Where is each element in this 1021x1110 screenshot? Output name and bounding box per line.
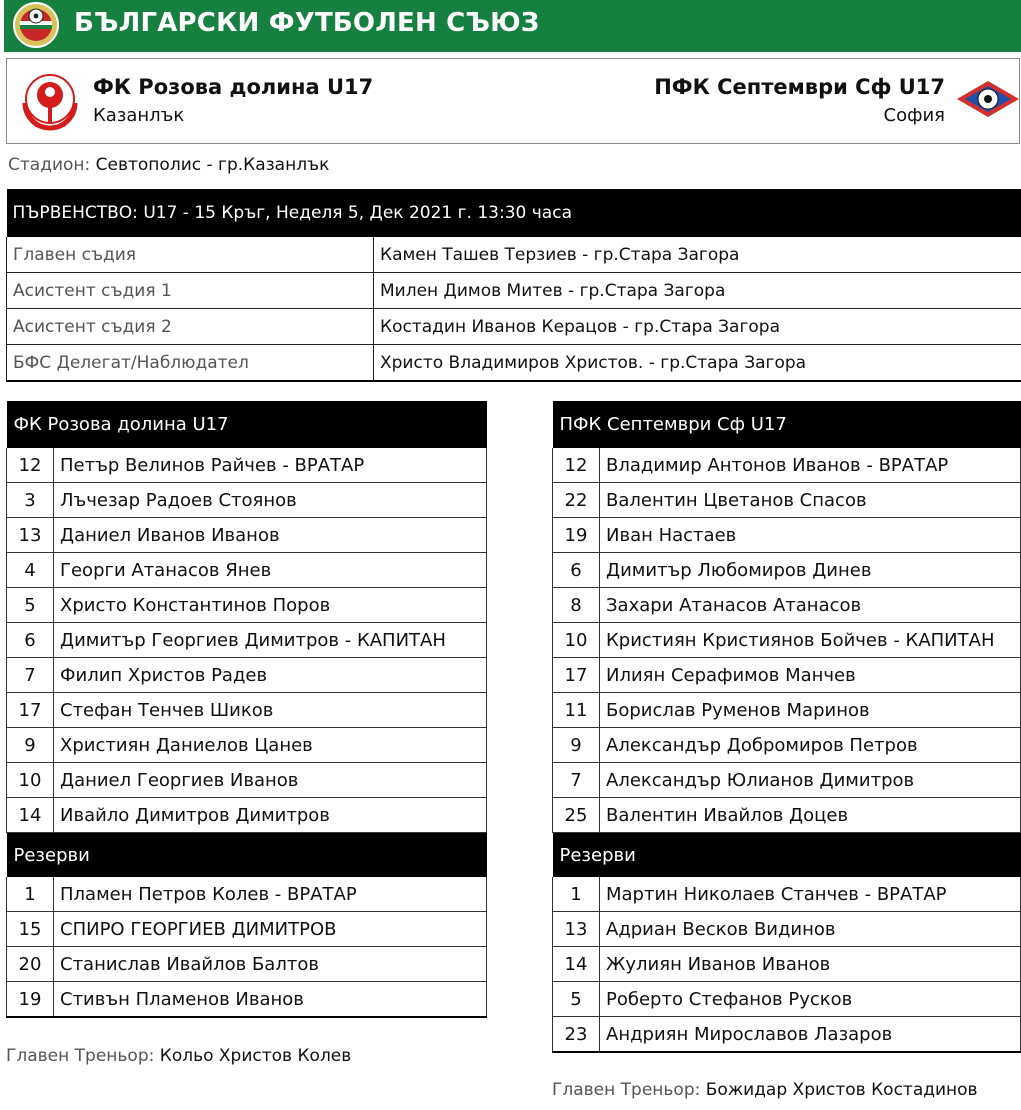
player-number: 10 <box>553 623 600 658</box>
player-row <box>553 1017 1021 1053</box>
player-row <box>553 947 1021 982</box>
player-name: Кристиян Кристиянов Бойчев - КАПИТАН <box>600 623 1021 658</box>
player-number: 20 <box>7 947 54 982</box>
player-name: Захари Атанасов Атанасов <box>600 588 1021 623</box>
federation-title: БЪЛГАРСКИ ФУТБОЛЕН СЪЮЗ <box>74 8 540 38</box>
player-row <box>7 728 487 763</box>
player-name: Роберто Стефанов Русков <box>600 982 1021 1017</box>
player-number: 1 <box>7 877 54 912</box>
competition-row <box>7 189 1021 237</box>
officials-table <box>6 189 1021 382</box>
player-number: 19 <box>553 518 600 553</box>
home-reserves <box>7 877 487 1017</box>
home-reserves-header <box>7 833 487 878</box>
player-number: 4 <box>7 553 54 588</box>
player-number: 19 <box>7 982 54 1018</box>
player-row <box>553 553 1021 588</box>
player-number: 9 <box>553 728 600 763</box>
away-reserves-label: Резерви <box>553 833 1021 878</box>
competition-cell <box>7 189 1021 237</box>
player-name: Валентин Цветанов Спасов <box>600 483 1021 518</box>
player-number: 17 <box>553 658 600 693</box>
official-row <box>7 345 1021 382</box>
player-number: 7 <box>553 763 600 798</box>
home-starters <box>7 448 487 833</box>
player-name: Мартин Николаев Станчев - ВРАТАР <box>600 877 1021 912</box>
player-name: Петър Велинов Райчев - ВРАТАР <box>54 448 487 483</box>
stadium-value: Севтополис - гр.Казанлък <box>95 155 330 175</box>
player-number: 7 <box>7 658 54 693</box>
player-name: Лъчезар Радоев Стоянов <box>54 483 487 518</box>
player-row <box>7 798 487 833</box>
player-number: 25 <box>553 798 600 833</box>
player-name: Илиян Серафимов Манчев <box>600 658 1021 693</box>
away-coach-label: Главен Треньор: <box>552 1080 701 1100</box>
home-team-city: Казанлък <box>93 105 185 126</box>
player-number: 3 <box>7 483 54 518</box>
player-row <box>7 947 487 982</box>
official-name: Милен Димов Митев - гр.Стара Загора <box>374 273 1021 309</box>
player-number: 12 <box>7 448 54 483</box>
player-number: 1 <box>553 877 600 912</box>
player-number: 23 <box>553 1017 600 1053</box>
player-row <box>553 912 1021 947</box>
away-lineup-team: ПФК Септември Сф U17 <box>553 401 1021 448</box>
player-number: 14 <box>553 947 600 982</box>
official-role: БФС Делегат/Наблюдател <box>7 345 374 382</box>
player-number: 10 <box>7 763 54 798</box>
away-team-city: София <box>883 105 945 126</box>
player-row <box>7 658 487 693</box>
away-reserves <box>553 877 1021 1052</box>
away-starters <box>553 448 1021 833</box>
home-reserves-label: Резерви <box>7 833 487 878</box>
player-name: Даниел Иванов Иванов <box>54 518 487 553</box>
player-row <box>7 483 487 518</box>
player-number: 15 <box>7 912 54 947</box>
player-number: 11 <box>553 693 600 728</box>
competition-value: U17 - 15 Кръг, Неделя 5, Дек 2021 г. 13:30 часа <box>143 203 572 223</box>
player-name: Пламен Петров Колев - ВРАТАР <box>54 877 487 912</box>
player-number: 8 <box>553 588 600 623</box>
player-row <box>553 728 1021 763</box>
player-row <box>553 483 1021 518</box>
player-name: Жулиян Иванов Иванов <box>600 947 1021 982</box>
player-row <box>553 623 1021 658</box>
player-name: Георги Атанасов Янев <box>54 553 487 588</box>
player-row <box>7 553 487 588</box>
player-row <box>7 623 487 658</box>
official-row <box>7 309 1021 345</box>
player-name: Андриян Мирославов Лазаров <box>600 1017 1021 1053</box>
stadium-label: Стадион: <box>8 155 91 175</box>
player-number: 9 <box>7 728 54 763</box>
player-row <box>553 658 1021 693</box>
player-number: 14 <box>7 798 54 833</box>
official-role: Асистент съдия 1 <box>7 273 374 309</box>
player-name: Владимир Антонов Иванов - ВРАТАР <box>600 448 1021 483</box>
player-name: Димитър Георгиев Димитров - КАПИТАН <box>54 623 487 658</box>
rozova-dolina-logo-icon <box>19 65 81 135</box>
player-row <box>7 518 487 553</box>
player-row <box>553 798 1021 833</box>
home-lineup-header <box>7 401 487 448</box>
player-name: Александър Добромиров Петров <box>600 728 1021 763</box>
official-row <box>7 237 1021 273</box>
player-name: Борислав Руменов Маринов <box>600 693 1021 728</box>
player-row <box>553 588 1021 623</box>
player-row <box>553 982 1021 1017</box>
septemvri-logo-icon <box>955 79 1021 119</box>
player-number: 13 <box>553 912 600 947</box>
away-lineup-header <box>553 401 1021 448</box>
player-number: 17 <box>7 693 54 728</box>
player-row <box>7 912 487 947</box>
player-row <box>553 877 1021 912</box>
header-bar <box>4 0 1021 52</box>
player-name: Христо Константинов Поров <box>54 588 487 623</box>
home-coach-name: Кольо Христов Колев <box>159 1046 352 1066</box>
player-row <box>7 982 487 1018</box>
player-row <box>7 693 487 728</box>
home-lineup-team: ФК Розова долина U17 <box>7 401 487 448</box>
player-name: Адриан Весков Видинов <box>600 912 1021 947</box>
player-name: Стефан Тенчев Шиков <box>54 693 487 728</box>
away-reserves-header <box>553 833 1021 878</box>
player-number: 6 <box>7 623 54 658</box>
home-coach-label: Главен Треньор: <box>6 1046 155 1066</box>
player-name: Александър Юлианов Димитров <box>600 763 1021 798</box>
player-number: 22 <box>553 483 600 518</box>
player-name: Димитър Любомиров Динев <box>600 553 1021 588</box>
competition-label: ПЪРВЕНСТВО: <box>12 203 138 223</box>
player-row <box>553 448 1021 483</box>
away-coach-name: Божидар Христов Костадинов <box>705 1080 978 1100</box>
player-row <box>7 763 487 798</box>
official-row <box>7 273 1021 309</box>
player-number: 6 <box>553 553 600 588</box>
player-name: Стивън Пламенов Иванов <box>54 982 487 1018</box>
player-name: СПИРО ГЕОРГИЕВ ДИМИТРОВ <box>54 912 487 947</box>
player-row <box>7 448 487 483</box>
player-row <box>7 877 487 912</box>
player-name: Ивайло Димитров Димитров <box>54 798 487 833</box>
player-row <box>7 588 487 623</box>
player-name: Станислав Ивайлов Балтов <box>54 947 487 982</box>
bfs-logo-icon <box>9 1 63 49</box>
match-header <box>6 58 1020 144</box>
player-name: Валентин Ивайлов Доцев <box>600 798 1021 833</box>
home-coach <box>6 1046 351 1066</box>
player-name: Филип Христов Радев <box>54 658 487 693</box>
player-number: 5 <box>553 982 600 1017</box>
official-role: Асистент съдия 2 <box>7 309 374 345</box>
player-number: 5 <box>7 588 54 623</box>
player-number: 13 <box>7 518 54 553</box>
official-name: Костадин Иванов Керацов - гр.Стара Загора <box>374 309 1021 345</box>
home-team-name: ФК Розова долина U17 <box>93 75 374 99</box>
player-row <box>553 518 1021 553</box>
player-row <box>553 763 1021 798</box>
player-name: Иван Настаев <box>600 518 1021 553</box>
player-name: Християн Даниелов Цанев <box>54 728 487 763</box>
official-name: Камен Ташев Терзиев - гр.Стара Загора <box>374 237 1021 273</box>
player-number: 12 <box>553 448 600 483</box>
home-lineup-table <box>6 401 487 1018</box>
player-name: Даниел Георгиев Иванов <box>54 763 487 798</box>
official-role: Главен съдия <box>7 237 374 273</box>
away-team-name: ПФК Септември Сф U17 <box>654 75 945 99</box>
stadium-line <box>8 155 329 175</box>
away-coach <box>552 1080 978 1100</box>
player-row <box>553 693 1021 728</box>
away-lineup-table <box>552 401 1021 1053</box>
official-name: Христо Владимиров Христов. - гр.Стара Загора <box>374 345 1021 382</box>
